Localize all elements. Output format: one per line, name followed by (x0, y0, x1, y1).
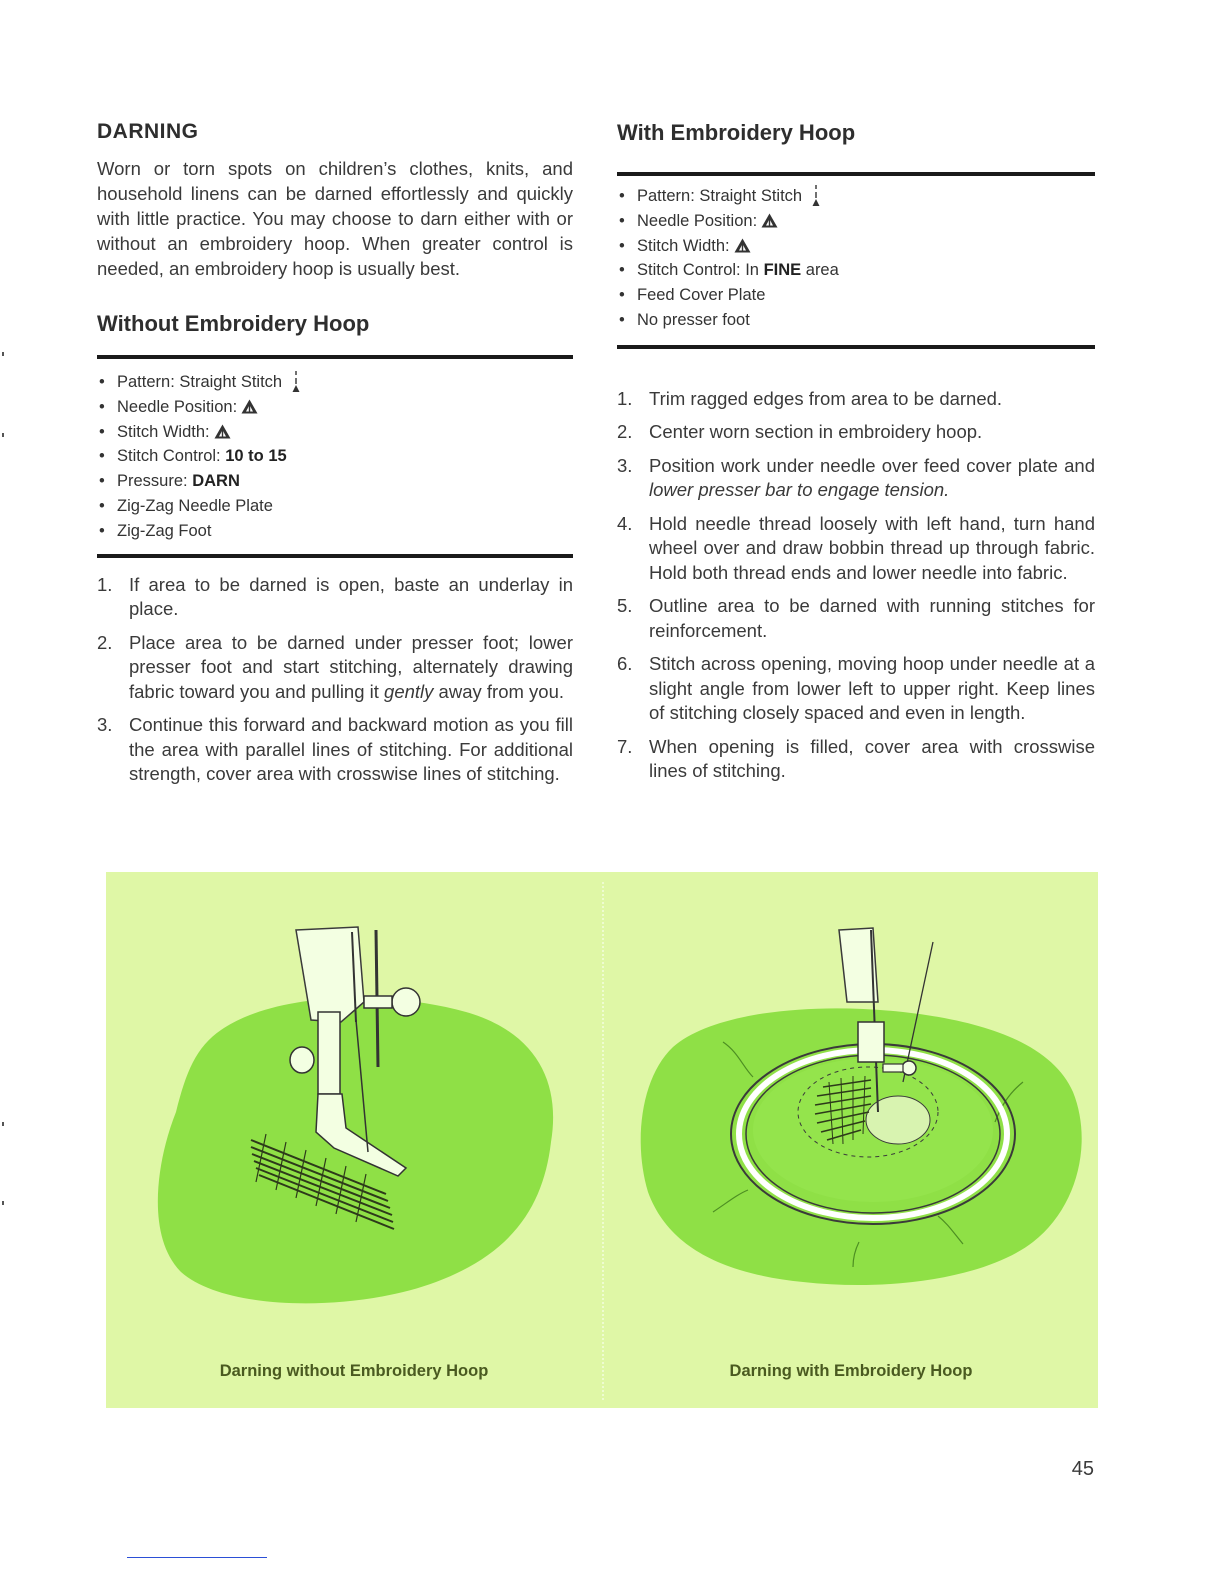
spec-feed-cover-plate: • Feed Cover Plate (617, 283, 1095, 308)
step-item: 3. Position work under needle over feed cover plate and lower presser bar to engage tension. (617, 454, 1095, 501)
spec-stitch-control: • Stitch Control: 10 to 15 (97, 444, 573, 469)
step-item: 7. When opening is filled, cover area with crosswise lines of stitching. (617, 735, 1095, 782)
spec-pattern: • Pattern: Straight Stitch (617, 184, 1095, 209)
step-item: 5. Outline area to be darned with running stitches for reinforcement. (617, 595, 1095, 641)
settings-list-with-hoop (617, 184, 1095, 333)
caption-without-hoop: Darning without Embroidery Hoop (219, 1362, 489, 1380)
needle-position-symbol-icon (241, 399, 258, 414)
spec-needle-position: • Needle Position: (97, 395, 573, 420)
spec-foot: • Zig-Zag Foot (97, 519, 573, 544)
left-column (97, 120, 573, 796)
spec-stitch-width: • Stitch Width: (97, 420, 573, 445)
step-item: 3. Continue this forward and backward motion as you fill the area with parallel lines of stitching. For additional strength, cover area with crosswise lines of stitching. (97, 714, 573, 785)
footer-underline (127, 1557, 267, 1558)
margin-mark (2, 1201, 4, 1205)
spec-pattern: • Pattern: Straight Stitch (97, 370, 573, 395)
subtitle-without-hoop: Without Embroidery Hoop (97, 311, 370, 336)
divider-rule (617, 345, 1095, 349)
section-title: DARNING (97, 120, 199, 143)
spec-no-presser-foot: • No presser foot (617, 308, 1095, 333)
step-item: 1. Trim ragged edges from area to be darned. (617, 387, 1003, 409)
spec-stitch-control: • Stitch Control: In FINE area (617, 258, 1095, 283)
stitch-width-symbol-icon (214, 424, 231, 439)
margin-mark (2, 1122, 4, 1126)
divider-rule (97, 554, 573, 558)
steps-without-hoop (97, 573, 573, 787)
settings-list-without-hoop (97, 370, 573, 544)
needle-position-symbol-icon (761, 213, 778, 228)
step-item: 2. Place area to be darned under presser foot; lower presser foot and start stitching, alternately drawing fabric toward you and pulling it gently away from you. (97, 631, 573, 702)
stitch-width-symbol-icon (734, 238, 751, 253)
step-item: 2. Center worn section in embroidery hoop. (617, 421, 983, 443)
spec-stitch-width: • Stitch Width: (617, 234, 1095, 259)
divider-rule (97, 355, 573, 359)
figure-panel (106, 872, 1098, 1408)
step-item: 1. If area to be darned is open, baste an underlay in place. (97, 573, 573, 620)
figure-with-hoop (603, 872, 1099, 1408)
divider-rule (617, 172, 1095, 176)
figure-without-hoop (106, 872, 602, 1408)
darning-with-hoop-illustration (603, 872, 1098, 1352)
spec-needle-position: • Needle Position: (617, 209, 1095, 234)
darning-without-hoop-illustration (106, 872, 602, 1352)
step-item: 6. Stitch across opening, moving hoop under needle at a slight angle from lower left to upper right. Keep lines of stitching closely spaced and even in length. (617, 653, 1095, 724)
page-number: 45 (1071, 1458, 1094, 1480)
subtitle-with-hoop: With Embroidery Hoop (617, 120, 856, 145)
right-column (617, 120, 1095, 793)
straight-stitch-icon (292, 371, 300, 393)
spec-needle-plate: • Zig-Zag Needle Plate (97, 494, 573, 519)
spec-pressure: • Pressure: DARN (97, 469, 573, 494)
steps-with-hoop (617, 387, 1095, 784)
intro-paragraph: Worn or torn spots on children’s clothes, knits, and household linens can be darned effortlessly and quickly with little practice. You may choose to darn either with or without an embroidery hoop. When greater control is needed, an embroidery hoop is usually best. (97, 158, 573, 279)
step-item: 4. Hold needle thread loosely with left hand, turn hand wheel over and draw bobbin thread up through fabric. Hold both thread ends and lower needle into fabric. (617, 512, 1095, 583)
straight-stitch-icon (812, 185, 820, 207)
caption-with-hoop: Darning with Embroidery Hoop (729, 1362, 973, 1380)
margin-mark (2, 352, 4, 356)
margin-mark (2, 433, 4, 437)
